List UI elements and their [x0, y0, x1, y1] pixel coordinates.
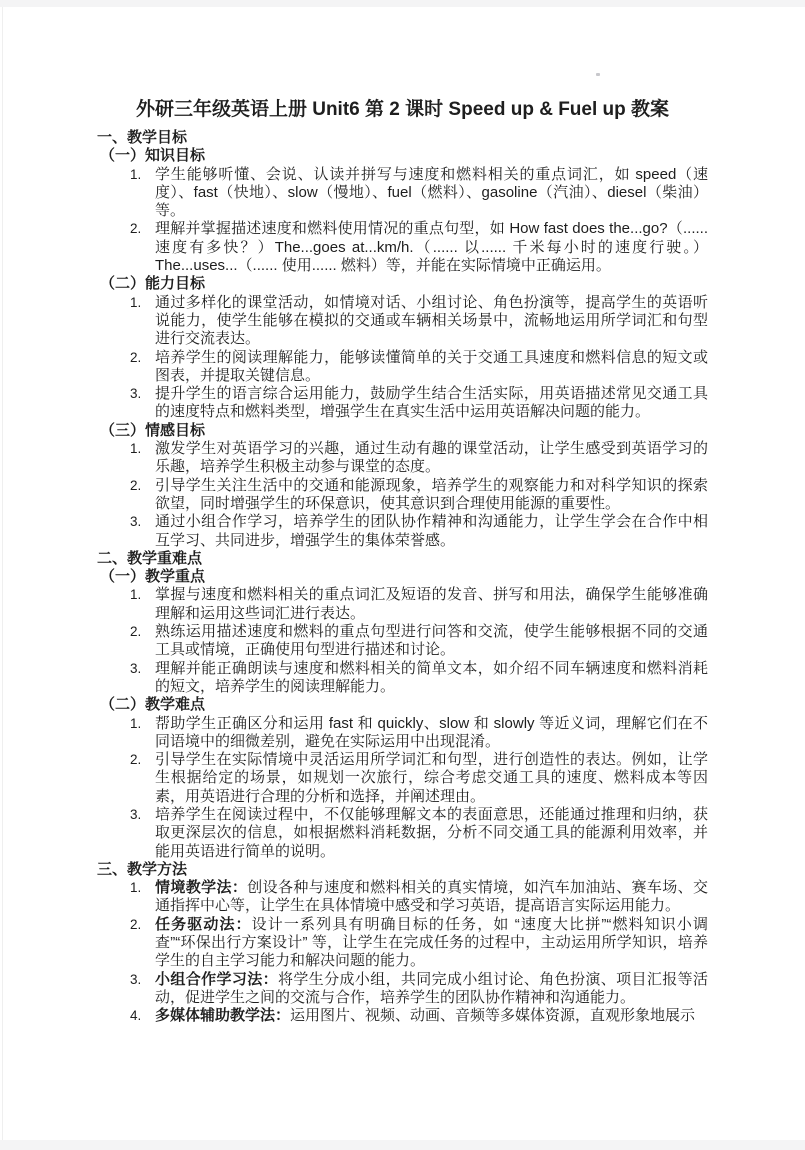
list-item: [130, 623, 708, 660]
item-text: 引导学生在实际情境中灵活运用所学词汇和句型，进行创造性的表达。例如，让学生根据给定的场景，如规划一次旅行，综合考虑交通工具的速度、燃料成本等因素，用英语进行合理的分析和选择，并阐述理由。: [155, 751, 708, 805]
item-text: 提升学生的语言综合运用能力，鼓励学生结合生活实际，用英语描述常见交通工具的速度特点和燃料类型，增强学生在真实生活中运用英语解决问题的能力。: [155, 385, 708, 421]
list-item: [130, 294, 708, 349]
list-item: [130, 513, 708, 550]
method-text: 设计一系列具有明确目标的任务，如 “速度大比拼”“燃料知识小调查”“环保出行方案设计” 等，让学生在完成任务的过程中，主动运用所学知识，培养学生的自主学习能力和解决问题的能力。: [155, 915, 708, 970]
list-item: [130, 477, 708, 514]
item-number: 3.: [130, 660, 142, 676]
item-text: 熟练运用描述速度和燃料的重点句型进行问答和交流，使学生能够根据不同的交通工具或情境，正确使用句型进行描述和讨论。: [155, 623, 708, 659]
item-number: 2.: [130, 349, 142, 365]
method-label: 多媒体辅助教学法：: [155, 1007, 291, 1025]
page-bottom-edge: [0, 1140, 805, 1150]
item-number: 4.: [130, 1008, 142, 1024]
item-number: 1.: [130, 441, 142, 457]
list-item: [130, 916, 708, 971]
method-text: 运用图片、视频、动画、音频等多媒体资源，直观形象地展示: [290, 1007, 696, 1025]
item-text: 培养学生的阅读理解能力，能够读懂简单的关于交通工具速度和燃料信息的短文或图表，并提取关键信息。: [155, 348, 708, 384]
item-number: 1.: [130, 294, 142, 310]
item-text: 培养学生在阅读过程中，不仅能够理解文本的表面意思，还能通过推理和归纳，获取更深层次的信息，如根据燃料消耗数据，分析不同交通工具的能源利用效率，并能用英语进行简单的说明。: [155, 805, 708, 860]
item-text: 学生能够听懂、会说、认读并拼写与速度和燃料相关的重点词汇，如 speed（速度）、fast（快地）、slow（慢地）、fuel（燃料）、gasoline（汽油）、diesel（柴油）等。: [155, 165, 708, 220]
list-item: [130, 1007, 708, 1025]
method-label: 小组合作学习法：: [155, 970, 278, 988]
item-text: 通过小组合作学习，培养学生的团队协作精神和沟通能力，让学生学会在合作中相互学习、共同进步，增强学生的集体荣誉感。: [155, 513, 708, 549]
item-number: 1.: [130, 715, 142, 731]
item-number: 1.: [130, 880, 142, 896]
item-text: 理解并掌握描述速度和燃料使用情况的重点句型，如 How fast does the...go?（......速度有多快？）The...goes at...km/h.（...... 以...... 千米每小时的速度行驶。）The...uses...（...... 使用...... 燃料）等，并能在实际情境中正确运用。: [155, 220, 708, 275]
item-number: 2.: [130, 221, 142, 237]
list-item: [130, 440, 708, 477]
list-item: [130, 385, 708, 422]
item-text: [155, 971, 708, 1008]
list-item: [130, 879, 708, 916]
list-item: [130, 220, 708, 275]
list-item: [130, 660, 708, 697]
item-number: 3.: [130, 386, 142, 402]
item-number: 2.: [130, 916, 142, 932]
item-text: 通过多样化的课堂活动，如情境对话、小组讨论、角色扮演等，提高学生的英语听说能力，使学生能够在模拟的交通或车辆相关场景中，流畅地运用所学词汇和句型进行交流表达。: [155, 293, 708, 348]
subsection-heading-difficulty: （二）教学难点: [100, 696, 206, 714]
item-text: 帮助学生正确区分和运用 fast 和 quickly、slow 和 slowly 等近义词，理解它们在不同语境中的细微差别，避免在实际运用中出现混淆。: [155, 714, 708, 750]
list-item: [130, 715, 708, 752]
item-number: 1.: [130, 587, 142, 603]
item-text: 引导学生关注生活中的交通和能源现象，培养学生的观察能力和对科学知识的探索欲望，同时增强学生的环保意识，使其意识到合理使用能源的重要性。: [155, 476, 708, 512]
section-heading-key-points: 二、教学重难点: [97, 549, 203, 567]
list-item: [130, 806, 708, 861]
item-number: 3.: [130, 806, 142, 822]
item-number: 2.: [130, 624, 142, 640]
item-number: 1.: [130, 166, 142, 182]
list-item: [130, 751, 708, 806]
section-heading-objectives: 一、教学目标: [97, 129, 188, 146]
doc-title: 外研三年级英语上册 Unit6 第 2 课时 Speed up & Fuel up 教案: [135, 99, 670, 120]
document-content: [97, 0, 708, 1026]
subsection-heading-focus: （一）教学重点: [100, 568, 206, 586]
item-text: [155, 1007, 708, 1025]
method-text: 将学生分成小组，共同完成小组讨论、角色扮演、项目汇报等活动，促进学生之间的交流与合作，培养学生的团队协作精神和沟通能力。: [155, 970, 708, 1006]
subsection-heading-emotion: （三）情感目标: [100, 421, 206, 439]
method-label: 任务驱动法：: [155, 915, 252, 933]
item-number: 2.: [130, 752, 142, 768]
item-number: 3.: [130, 514, 142, 530]
item-number: 3.: [130, 971, 142, 987]
list-item: [130, 971, 708, 1008]
method-label: 情境教学法：: [155, 879, 248, 897]
item-text: 掌握与速度和燃料相关的重点词汇及短语的发音、拼写和用法，确保学生能够准确理解和运用这些词汇进行表达。: [155, 586, 708, 622]
list-item: [130, 166, 708, 221]
subsection-heading-knowledge: （一）知识目标: [100, 147, 206, 165]
list-item: [130, 586, 708, 623]
section-heading-methods: 三、教学方法: [97, 860, 188, 878]
item-text: 理解并能正确朗读与速度和燃料相关的简单文本，如介绍不同车辆速度和燃料消耗的短文，培养学生的阅读理解能力。: [155, 659, 708, 695]
page-left-edge: [2, 7, 3, 1140]
item-text: [155, 879, 708, 916]
method-text: 创设各种与速度和燃料相关的真实情境，如汽车加油站、赛车场、交通指挥中心等，让学生在具体情境中感受和学习英语，提高语言实际运用能力。: [155, 879, 708, 915]
item-text: [155, 916, 708, 971]
item-number: 2.: [130, 477, 142, 493]
list-item: [130, 349, 708, 386]
item-text: 激发学生对英语学习的兴趣，通过生动有趣的课堂活动，让学生感受到英语学习的乐趣，培养学生积极主动参与课堂的态度。: [155, 440, 708, 476]
subsection-heading-ability: （二）能力目标: [100, 275, 206, 293]
